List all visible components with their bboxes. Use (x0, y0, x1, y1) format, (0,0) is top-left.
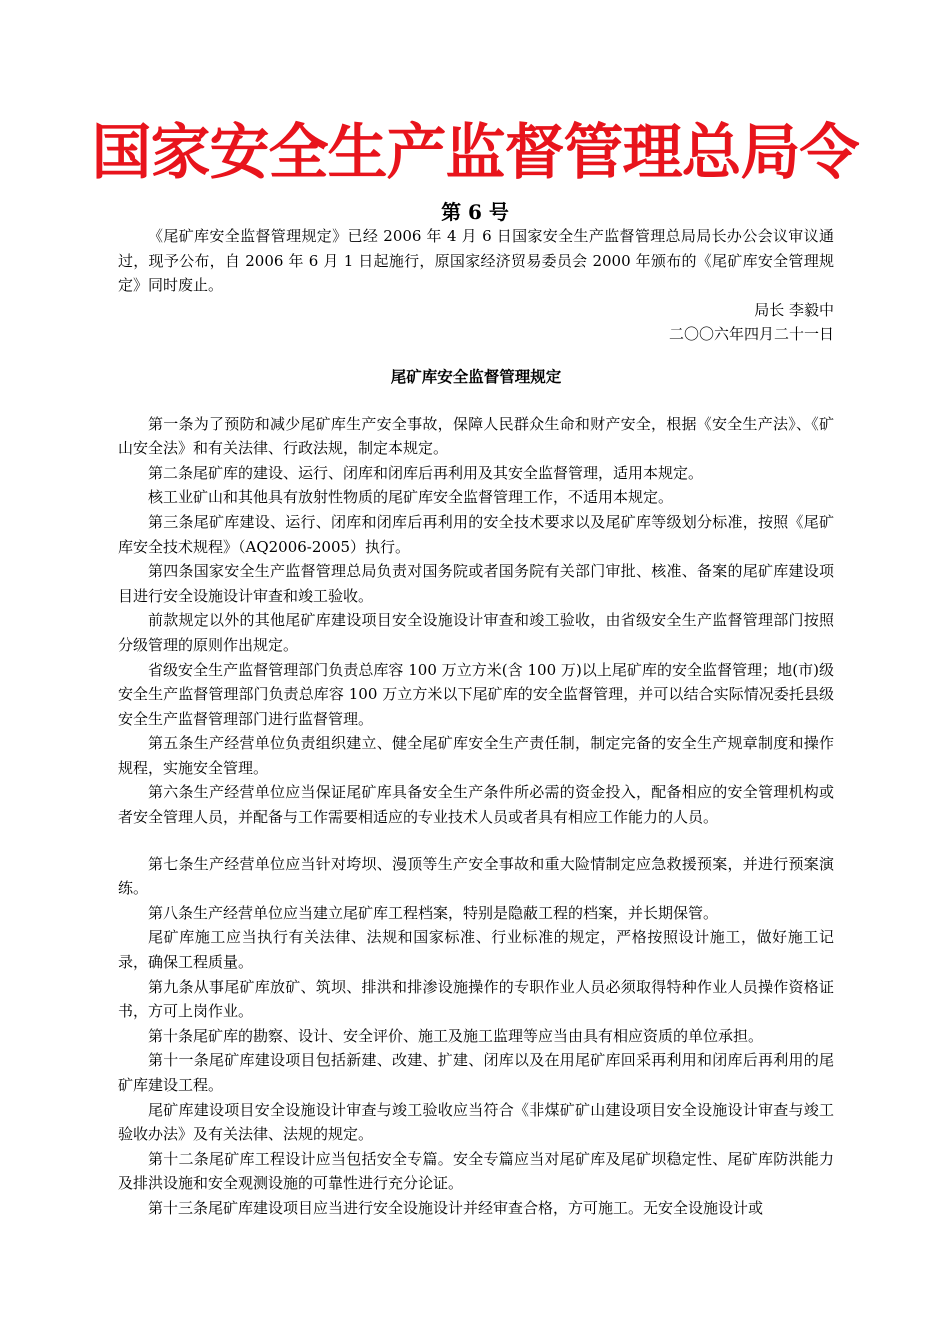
masthead-title: 国家安全生产监督管理总局令 (91, 118, 859, 188)
regulation-title: 尾矿库安全监督管理规定 (390, 366, 562, 386)
article-paragraph: 第七条生产经营单位应当针对垮坝、漫顶等生产安全事故和重大险情制定应急救援预案，并进行预案演练。 (118, 854, 834, 898)
article-paragraph: 第五条生产经营单位负责组织建立、健全尾矿库安全生产责任制，制定完备的安全生产规章制度和操作规程，实施安全管理。 (118, 734, 834, 777)
article-paragraph: 第十条尾矿库的勘察、设计、安全评价、施工及施工监理等应当由具有相应资质的单位承担。 (148, 1026, 764, 1045)
article-paragraph: 尾矿库施工应当执行有关法律、法规和国家标准、行业标准的规定，严格按照设计施工，做好施工记录，确保工程质量。 (118, 928, 834, 972)
article-paragraph: 第八条生产经营单位应当建立尾矿库工程档案，特别是隐蔽工程的档案，并长期保管。 (148, 903, 719, 922)
article-paragraph: 第十三条尾矿库建设项目应当进行安全设施设计并经审查合格，方可施工。无安全设施设计或 (148, 1198, 764, 1217)
article-paragraph: 第十二条尾矿库工程设计应当包括安全专篇。安全专篇应当对尾矿库及尾矿坝稳定性、尾矿库防洪能力及排洪设施和安全观测设施的可靠性进行充分论证。 (118, 1149, 834, 1193)
article-paragraph: 第六条生产经营单位应当保证尾矿库具备安全生产条件所必需的资金投入，配备相应的安全管理机构或者安全管理人员，并配备与工作需要相适应的专业技术人员或者具有相应工作能力的人员。 (118, 783, 834, 827)
article-paragraph: 核工业矿山和其他具有放射性物质的尾矿库安全监督管理工作，不适用本规定。 (148, 488, 674, 507)
signature: 局长 李毅中 (754, 300, 834, 319)
article-paragraph: 第九条从事尾矿库放矿、筑坝、排洪和排渗设施操作的专职作业人员必须取得特种作业人员操作资格证书，方可上岗作业。 (118, 977, 834, 1021)
article-paragraph: 第十一条尾矿库建设项目包括新建、改建、扩建、闭库以及在用尾矿库回采再利用和闭库后再利用的尾矿库建设工程。 (118, 1051, 834, 1094)
document-body (118, 224, 834, 1221)
article-paragraph: 第一条为了预防和减少尾矿库生产安全事故，保障人民群众生命和财产安全，根据《安全生产法》、《矿山安全法》和有关法律、行政法规，制定本规定。 (118, 414, 834, 458)
article-paragraph: 前款规定以外的其他尾矿库建设项目安全设施设计审查和竣工验收，由省级安全生产监督管理部门按照分级管理的原则作出规定。 (118, 611, 834, 654)
article-paragraph: 第四条国家安全生产监督管理总局负责对国务院或者国务院有关部门审批、核准、备案的尾矿库建设项目进行安全设施设计审查和竣工验收。 (118, 562, 834, 605)
order-number: 第 6 号 (441, 200, 509, 224)
paragraph-gap (118, 830, 834, 852)
signature-date: 二〇〇六年四月二十一日 (668, 325, 834, 344)
article-paragraph: 尾矿库建设项目安全设施设计审查与竣工验收应当符合《非煤矿矿山建设项目安全设施设计审查与竣工验收办法》及有关法律、法规的规定。 (118, 1100, 834, 1144)
article-paragraph: 第三条尾矿库建设、运行、闭库和闭库后再利用的安全技术要求以及尾矿库等级划分标准，按照《尾矿库安全技术规程》（AQ2006-2005）执行。 (118, 512, 834, 556)
preamble: 《尾矿库安全监督管理规定》已经 2006 年 4 月 6 日国家安全生产监督管理总局局长办公会议审议通过，现予公布，自 2006 年 6 月 1 日起施行，原国家经济贸易委员会 2000 年颁布的《尾矿库安全管理规定》同时废止。 (118, 227, 834, 295)
article-paragraph: 第二条尾矿库的建设、运行、闭库和闭库后再利用及其安全监督管理，适用本规定。 (148, 463, 704, 482)
article-paragraph: 省级安全生产监督管理部门负责总库容 100 万立方米(含 100 万)以上尾矿库的安全监督管理；地(市)级安全生产监督管理部门负责总库容 100 万立方米以下尾矿库的安全监督管理，并可以结合实际情况委托县级安全生产监督管理部门进行监督管理。 (118, 660, 834, 728)
